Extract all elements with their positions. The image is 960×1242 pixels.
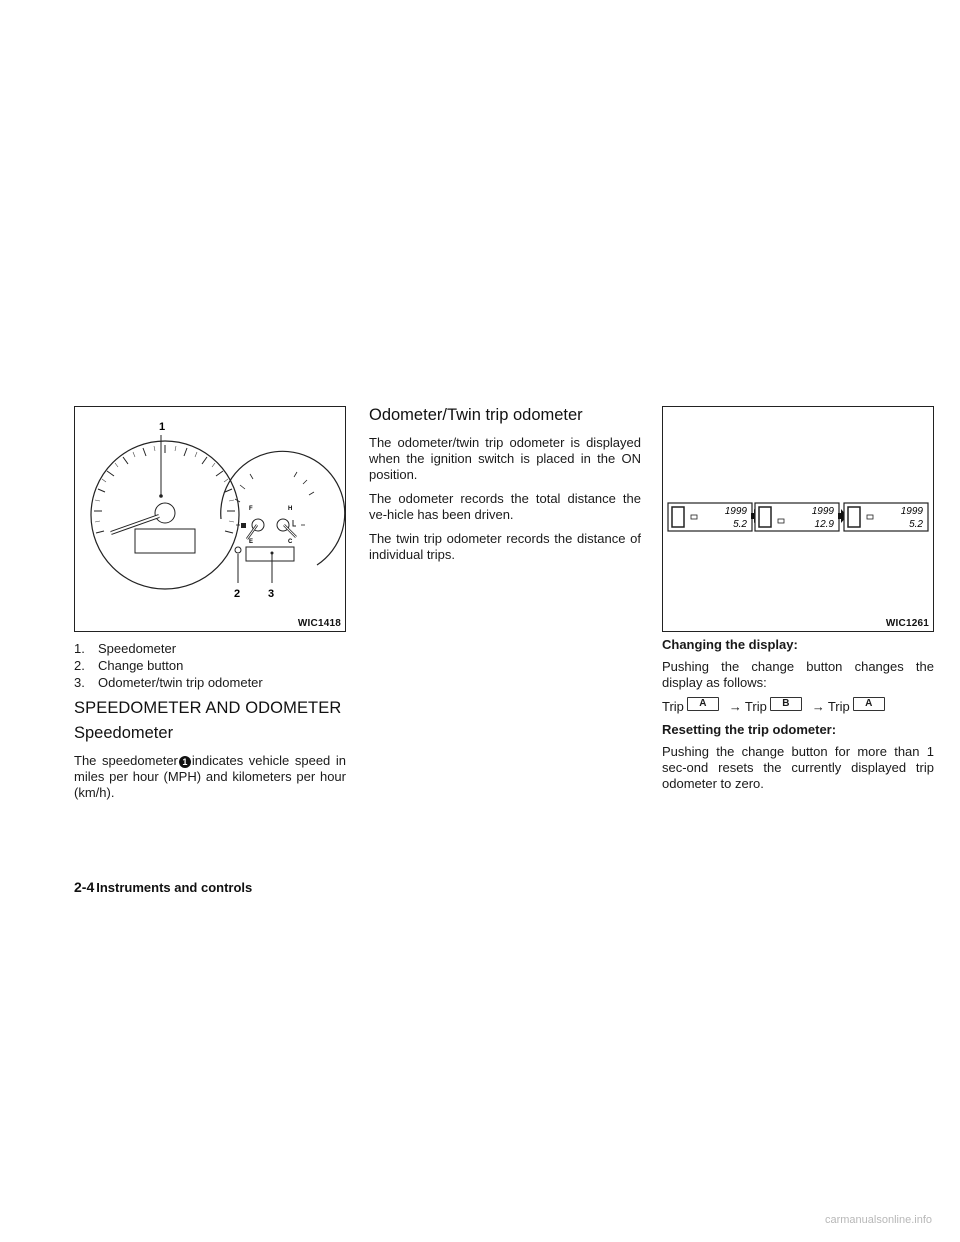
odometer-heading: Odometer/Twin trip odometer — [369, 406, 583, 424]
odometer-display-illustration — [246, 547, 294, 561]
display-panel — [755, 503, 839, 531]
temp-cold-label: C — [288, 539, 293, 545]
instrument-cluster-figure — [74, 406, 346, 632]
legend-item: 2. Change button — [74, 658, 184, 673]
speedometer-heading: Speedometer — [74, 724, 174, 742]
watermark: carmanualsonline.info — [824, 1214, 932, 1226]
column-middle — [369, 406, 641, 571]
trip-a-indicator: A — [687, 697, 719, 711]
trip-b-indicator: B — [770, 697, 802, 711]
odometer-display-figure — [662, 406, 934, 632]
figure-code: WIC1261 — [885, 618, 929, 629]
component-legend — [74, 640, 346, 691]
instrument-cluster-illustration — [75, 407, 345, 631]
changing-display-paragraph: Pushing the change button changes the display as follows: — [662, 659, 934, 690]
legend-item: 1. Speedometer — [74, 641, 177, 656]
page-number: 2-4 — [74, 879, 95, 895]
trip-reading: 5.2 — [733, 519, 747, 530]
callout-2: 2 — [234, 588, 241, 600]
column-right — [662, 406, 934, 800]
arrow-right-icon: → — [728, 699, 742, 714]
callout-1-badge: 1 — [179, 756, 191, 768]
odometer-paragraph: The odometer records the total distance the ve-hicle has been driven. — [369, 491, 641, 522]
figure-code: WIC1418 — [297, 618, 341, 629]
trip-a-indicator: A — [853, 697, 885, 711]
trip-reading: 12.9 — [814, 519, 834, 530]
odometer-paragraph: The odometer/twin trip odometer is displayed when the ignition switch is placed in the ON position. — [369, 435, 641, 482]
odometer-display-sequence — [663, 407, 933, 631]
callout-3: 3 — [268, 588, 275, 600]
page-footer — [74, 879, 252, 895]
resetting-heading: Resetting the trip odometer: — [662, 722, 837, 737]
display-panel — [668, 503, 752, 531]
change-button-illustration — [235, 547, 241, 553]
speedometer-paragraph: The speedometer 1 indicates vehicle speed in miles per hour (MPH) and kilometers per hour (km/h). — [74, 753, 346, 800]
coolant-temp-icon — [293, 520, 296, 526]
odometer-paragraph: The twin trip odometer records the distance of individual trips. — [369, 531, 641, 562]
fuel-empty-label: E — [249, 539, 254, 545]
column-left — [74, 406, 346, 809]
trip-reading: 5.2 — [909, 519, 923, 530]
fuel-pump-icon — [241, 523, 246, 528]
fuel-full-label: F — [249, 506, 253, 512]
legend-item: 3. Odometer/twin trip odometer — [74, 675, 263, 690]
trip-sequence: Trip A → Trip B → Trip A — [662, 699, 934, 714]
chapter-title: Instruments and controls — [96, 880, 253, 895]
callout-1: 1 — [159, 421, 166, 433]
display-panel — [844, 503, 928, 531]
odometer-total-reading: 1999 — [811, 506, 834, 517]
arrow-right-icon: → — [811, 699, 825, 714]
resetting-paragraph: Pushing the change button for more than 1 sec-ond resets the currently displayed trip odometer to zero. — [662, 744, 934, 791]
section-title: SPEEDOMETER AND ODOMETER — [74, 699, 342, 717]
odometer-total-reading: 1999 — [724, 506, 747, 517]
odometer-total-reading: 1999 — [900, 506, 923, 517]
temp-hot-label: H — [288, 506, 293, 512]
changing-display-heading: Changing the display: — [662, 637, 798, 652]
